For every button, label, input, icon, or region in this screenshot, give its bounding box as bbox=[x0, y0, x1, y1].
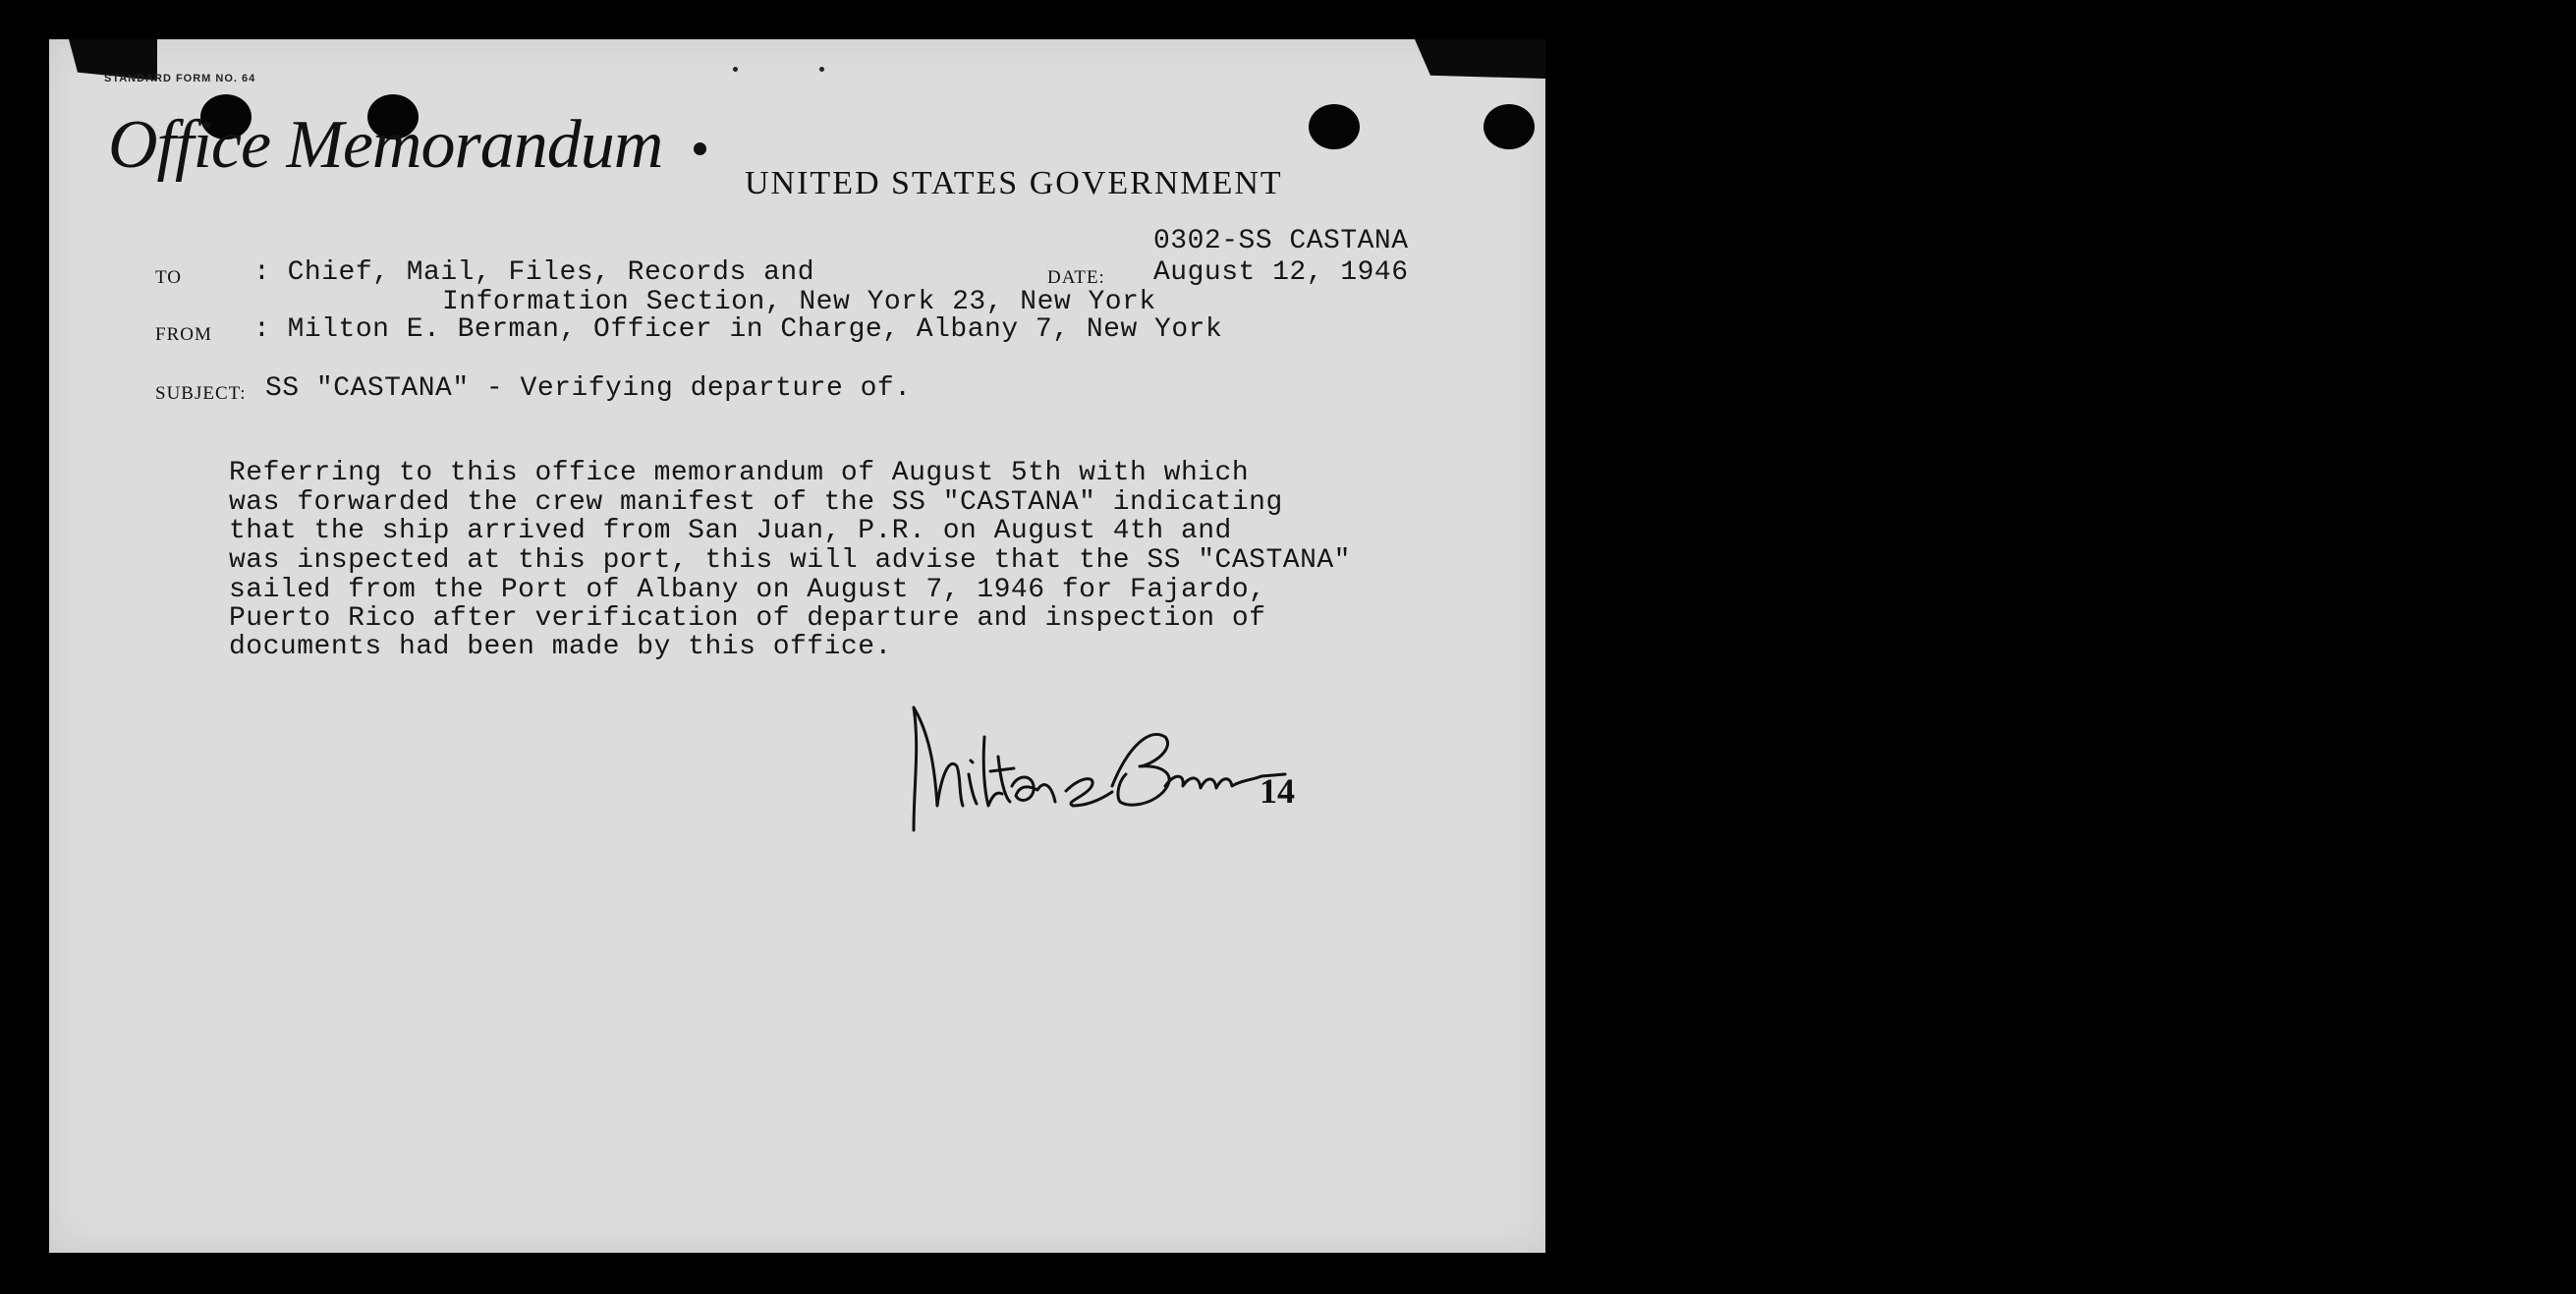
body-line: Referring to this office memorandum of August 5th with which bbox=[229, 458, 1250, 488]
from-label: FROM bbox=[155, 324, 212, 345]
file-reference: 0302-SS CASTANA bbox=[1153, 226, 1409, 256]
punch-hole-4 bbox=[1484, 104, 1535, 149]
form-number: STANDARD FORM NO. 64 bbox=[104, 73, 256, 84]
body-line: sailed from the Port of Albany on August 7, 1946 for Fajardo, bbox=[229, 575, 1266, 605]
agency-heading: UNITED STATES GOVERNMENT bbox=[745, 165, 1283, 201]
date-label: DATE: bbox=[1047, 267, 1105, 288]
date-value: August 12, 1946 bbox=[1153, 257, 1409, 288]
memo-title: Office Memorandum bbox=[108, 107, 663, 183]
signature bbox=[855, 658, 1307, 850]
subject-label: SUBJECT: bbox=[155, 383, 247, 404]
right-clip-tab bbox=[1415, 39, 1545, 79]
dust-speck bbox=[819, 67, 824, 72]
subject-value: SS "CASTANA" - Verifying departure of. bbox=[265, 373, 912, 404]
body-line: documents had been made by this office. bbox=[229, 632, 892, 662]
to-label: TO bbox=[155, 267, 182, 288]
body-line: was inspected at this port, this will advise that the SS "CASTANA" bbox=[229, 545, 1351, 576]
to-line-1: : Chief, Mail, Files, Records and bbox=[253, 257, 814, 288]
body-line: was forwarded the crew manifest of the SS "CASTANA" indicating bbox=[229, 487, 1283, 518]
from-value: : Milton E. Berman, Officer in Charge, Albany 7, New York bbox=[253, 314, 1223, 345]
page-number: 14 bbox=[1260, 771, 1295, 811]
body-line: that the ship arrived from San Juan, P.R. on August 4th and bbox=[229, 516, 1232, 546]
body-line: Puerto Rico after verification of departure and inspection of bbox=[229, 603, 1266, 634]
to-line-2: Information Section, New York 23, New York bbox=[442, 287, 1156, 317]
punch-hole-3 bbox=[1309, 104, 1360, 149]
title-bullet bbox=[694, 142, 706, 155]
dust-speck bbox=[733, 67, 738, 72]
